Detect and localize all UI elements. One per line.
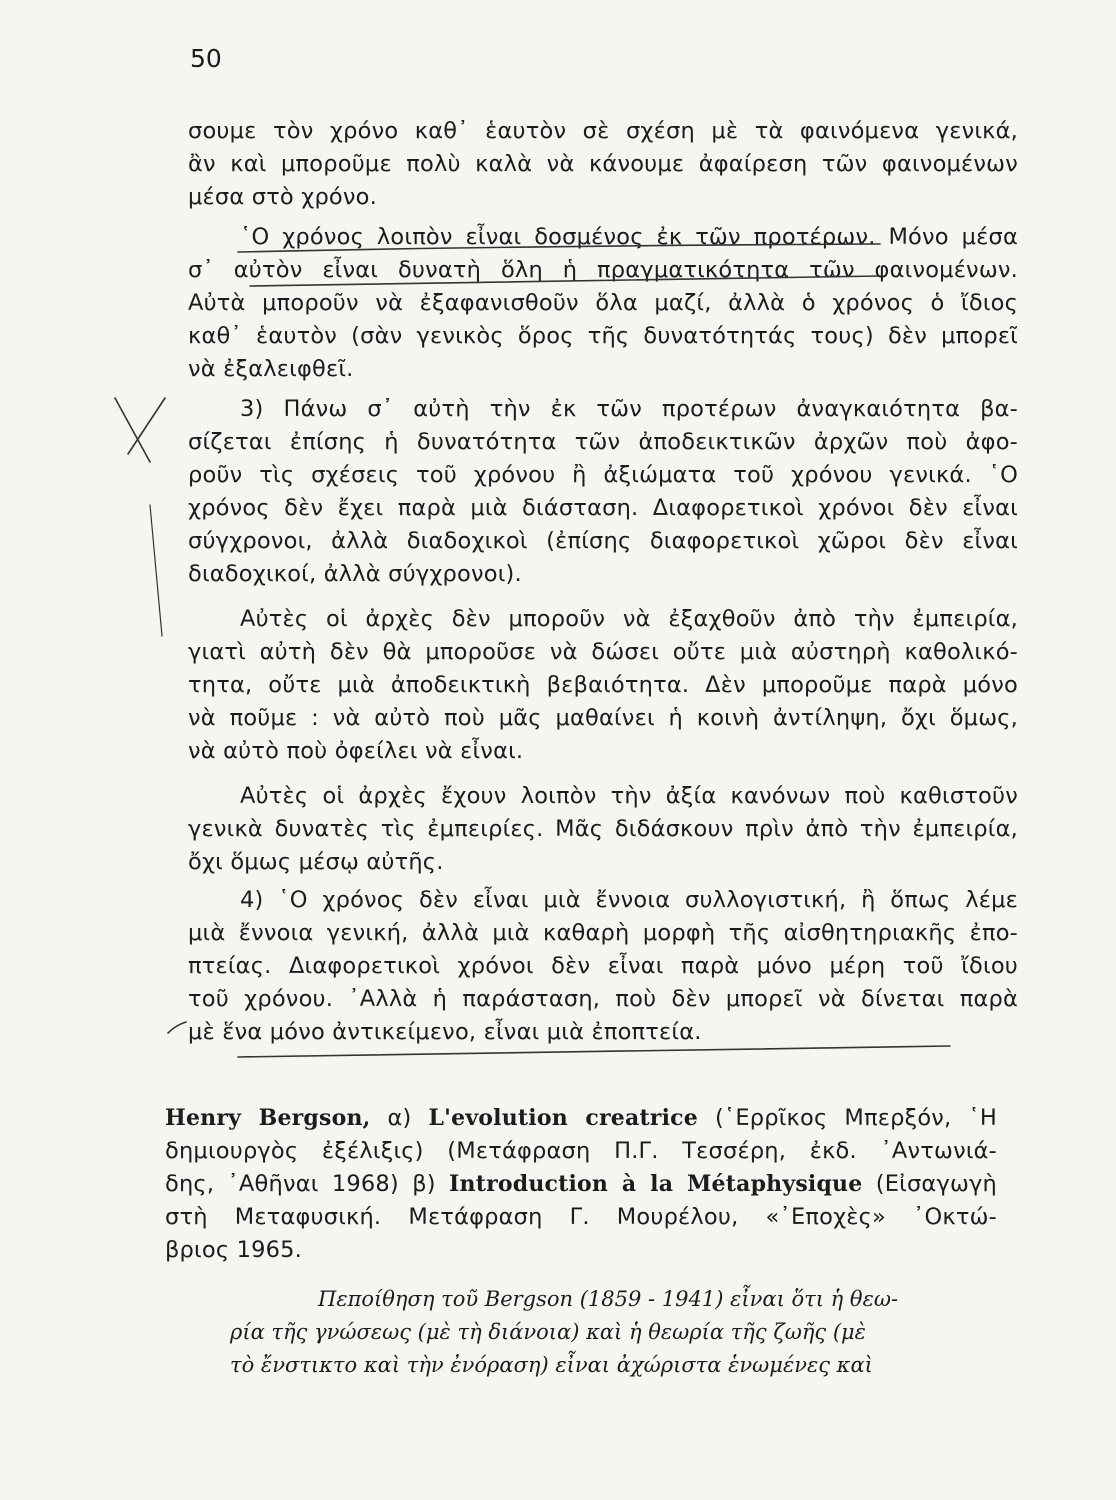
text-line-10: σίζεται ἐπίσης ἡ δυνατότητα τῶν ἀποδεικτικῶν ἀρχῶν ποὺ ἀφο- [188,429,1018,455]
text-line-5: σ᾽ αὐτὸν εἶναι δυνατὴ ὅλη ἡ πραγματικότητα τῶν φαινομένων. [188,257,1018,283]
underline-mark-2 [250,276,880,286]
text-line-20: Αὐτὲς οἱ ἀρχὲς ἔχουν λοιπὸν τὴν ἀξία κανόνων ποὺ καθιστοῦν [240,783,1018,809]
text-line-3: μέσα στὸ χρόνο. [188,184,377,210]
text-line-7: καθ᾽ ἑαυτὸν (σὰν γενικὸς ὅρος τῆς δυνατότητάς τους) δὲν μπορεῖ [188,323,1018,349]
reference-line-5: βριος 1965. [165,1237,302,1263]
reference-rest-3: (Εἰσαγωγὴ [875,1171,997,1197]
page-number: 50 [190,44,222,73]
text-line-11: ροῦν τὶς σχέσεις τοῦ χρόνου ἢ ἀξιώματα τοῦ χρόνου γενικά. ῾Ο [188,462,1018,488]
text-line-2: ἂν καὶ μποροῦμε πολὺ καλὰ νὰ κάνουμε ἀφαίρεση τῶν φαινομένων [188,151,1018,177]
reference-a: α) [387,1105,412,1131]
text-line-13: σύγχρονοι, ἀλλὰ διαδοχικοὶ (ἐπίσης διαφορετικοὶ χῶροι δὲν εἶναι [188,528,1018,554]
underline-mark-3 [238,1046,950,1057]
text-line-12: χρόνος δὲν ἔχει παρὰ μιὰ διάσταση. Διαφορετικοὶ χρόνοι δὲν εἶναι [188,495,1018,521]
reference-title-2: Introduction à la Métaphysique [449,1171,863,1197]
margin-line [150,505,162,636]
x-mark-stroke-2 [128,398,165,454]
italic-line-1: Πεποίθηση τοῦ Bergson (1859 - 1941) εἶναι ὅτι ἡ θεω- [318,1287,899,1311]
underline-mark-4 [168,1022,186,1033]
text-line-1: σουμε τὸν χρόνο καθ᾽ ἑαυτὸν σὲ σχέση μὲ τὰ φαινόμενα γενικά, [188,118,1018,144]
text-line-16: γιατὶ αὐτὴ δὲν θὰ μποροῦσε νὰ δώσει οὔτε μιὰ αὐστηρὴ καθολικό- [188,639,1018,665]
text-line-21: γενικὰ δυνατὲς τὶς ἐμπειρίες. Μᾶς διδάσκουν πρὶν ἀπὸ τὴν ἐμπειρία, [188,816,1018,842]
text-line-4: ῾Ο χρόνος λοιπὸν εἶναι δοσμένος ἐκ τῶν προτέρων. Μόνο μέσα [240,224,1018,250]
reference-title-1: L'evolution creatrice [428,1105,698,1131]
text-line-14: διαδοχικοί, ἀλλὰ σύγχρονοι). [188,561,522,587]
text-line-27: μὲ ἕνα μόνο ἀντικείμενο, εἶναι μιὰ ἐποπτεία. [188,1019,702,1045]
text-line-6: Αὐτὰ μποροῦν νὰ ἐξαφανισθοῦν ὅλα μαζί, ἀλλὰ ὁ χρόνος ὁ ἴδιος [188,290,1018,316]
reference-rest-1: (῾Ερρῖκος Μπερξόν, ῾Η [714,1105,997,1131]
text-line-15: Αὐτὲς οἱ ἀρχὲς δὲν μποροῦν νὰ ἐξαχθοῦν ἀπὸ τὴν ἐμπειρία, [240,606,1018,632]
reference-line-2: δημιουργὸς ἐξέλιξις) (Μετάφραση Π.Γ. Τεσσέρη, ἐκδ. ᾿Αντωνιά- [165,1138,997,1164]
italic-line-2: ρία τῆς γνώσεως (μὲ τὴ διάνοια) καὶ ἡ θεωρία τῆς ζωῆς (μὲ [230,1320,866,1344]
text-line-24: μιὰ ἔννοια γενική, ἀλλὰ μιὰ καθαρὴ μορφὴ τῆς αἰσθητηριακῆς ἐπο- [188,920,1018,946]
text-line-17: τητα, οὔτε μιὰ ἀποδεικτικὴ βεβαιότητα. Δὲν μποροῦμε παρὰ μόνο [188,672,1018,698]
text-line-9: 3) Πάνω σ᾽ αὐτὴ τὴν ἐκ τῶν προτέρων ἀναγκαιότητα βα- [240,396,1018,422]
reference-line-4: στὴ Μεταφυσική. Μετάφραση Γ. Μουρέλου, «᾿Εποχὲς» ᾿Οκτώ- [165,1204,997,1230]
italic-line-3: τὸ ἔνστικτο καὶ τὴν ἐνόραση) εἶναι ἀχώριστα ἑνωμένες καὶ [230,1353,873,1377]
text-line-19: νὰ αὐτὸ ποὺ ὀφείλει νὰ εἶναι. [188,738,524,764]
text-line-8: νὰ ἐξαλειφθεῖ. [188,356,354,382]
text-line-26: τοῦ χρόνου. ᾿Αλλὰ ἡ παράσταση, ποὺ δὲν μπορεῖ νὰ δίνεται παρὰ [188,986,1018,1012]
text-line-25: πτείας. Διαφορετικοὶ χρόνοι δὲν εἶναι παρὰ μόνο μέρη τοῦ ἴδιου [188,953,1018,979]
text-line-18: νὰ ποῦμε : νὰ αὐτὸ ποὺ μᾶς μαθαίνει ἡ κοινὴ ἀντίληψη, ὄχι ὅμως, [188,705,1018,731]
text-line-23: 4) ῾Ο χρόνος δὲν εἶναι μιὰ ἔννοια συλλογιστική, ἢ ὅπως λέμε [240,887,1018,913]
text-line-22: ὄχι ὅμως μέσῳ αὐτῆς. [188,849,444,875]
reference-author: Henry Bergson, [165,1105,371,1131]
underline-mark-1 [238,244,880,252]
reference-pre-3: δης, ᾿Αθῆναι 1968) β) [165,1171,436,1197]
